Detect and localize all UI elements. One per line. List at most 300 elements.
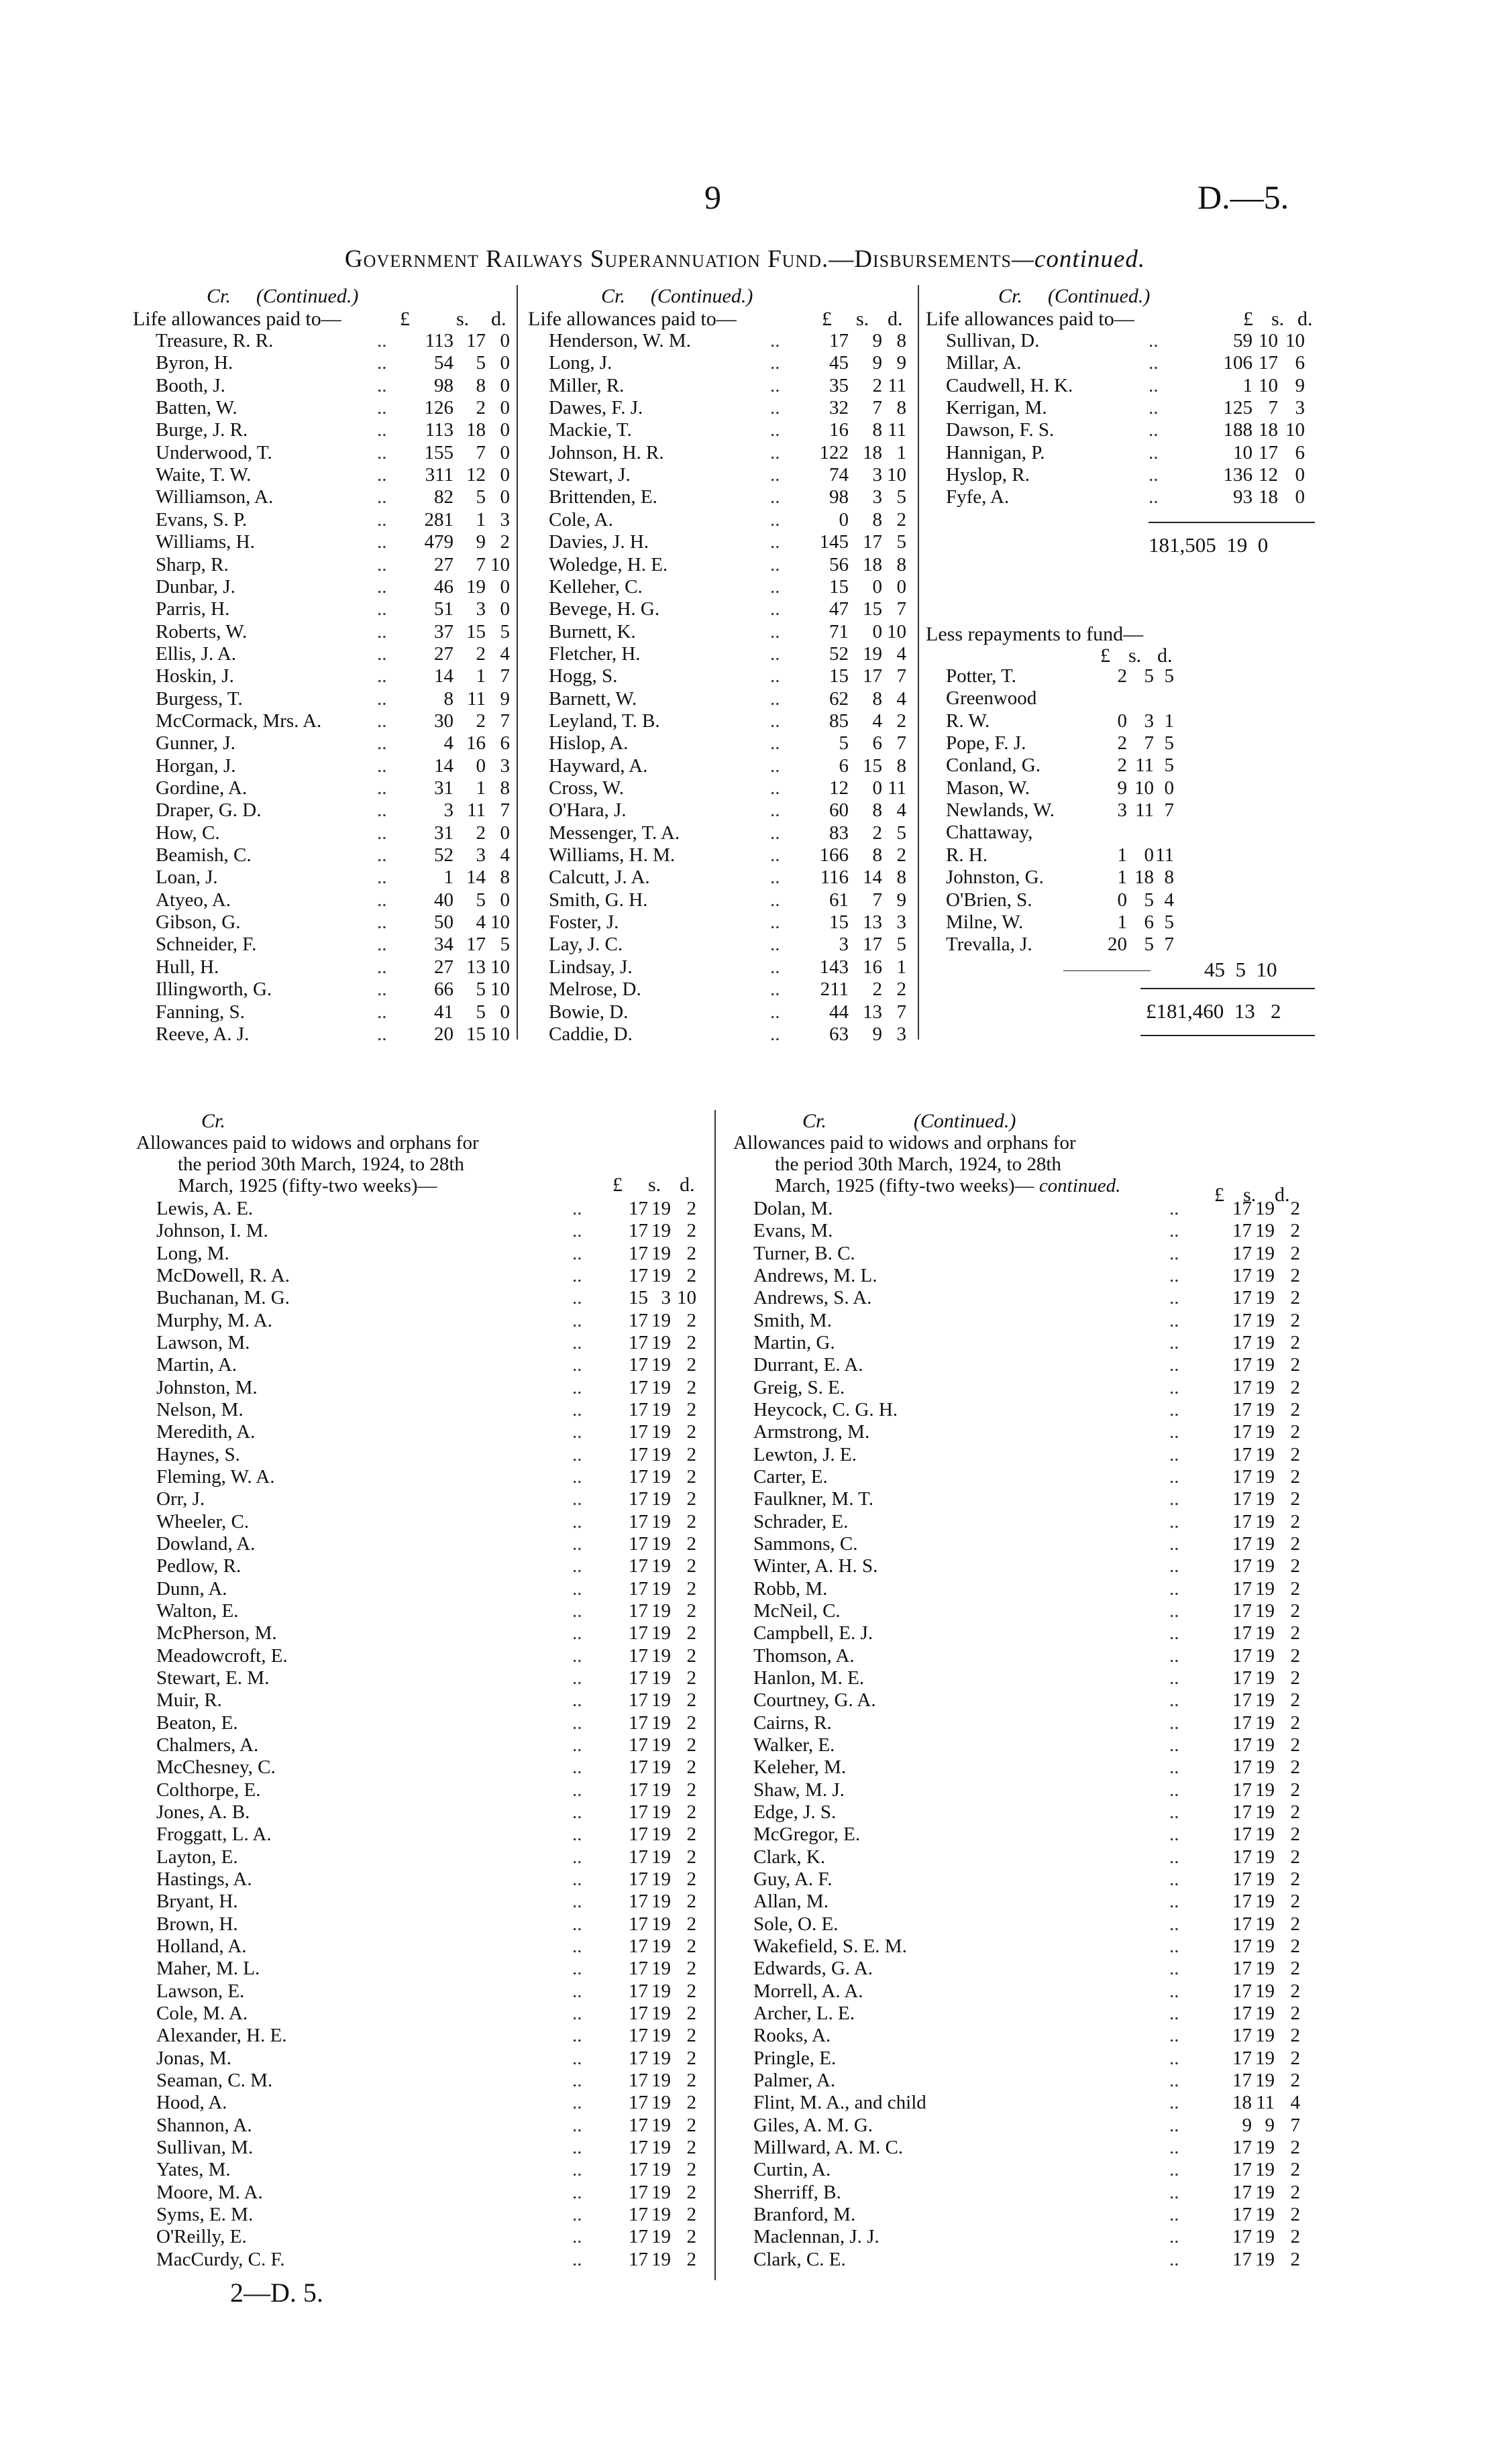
column-rule-1	[517, 285, 518, 1040]
widow-allowance-row-pounds: 17	[1232, 1689, 1252, 1712]
widow-allowance-row-pounds: 17	[629, 2025, 648, 2047]
life-allowance-row	[156, 823, 511, 843]
widow-allowance-row-shillings: 19	[1255, 1935, 1275, 1957]
widow-allowance-row	[156, 1512, 696, 1532]
widow-allowance-row-pounds: 17	[1232, 1600, 1252, 1622]
widow-allowance-row	[156, 2092, 696, 2113]
widow-allowance-row-pounds: 17	[629, 1465, 648, 1488]
widow-allowance-row-pence: 2	[686, 1555, 696, 1577]
widow-allowance-row	[753, 1981, 1300, 2001]
repayment-row-pounds: 20	[1108, 934, 1127, 956]
widow-allowance-row-shillings: 19	[651, 1935, 671, 1957]
widow-allowance-row-pence: 2	[1290, 1331, 1300, 1353]
life-allowance-row	[156, 1002, 511, 1022]
life-allowance-row-name: How, C.	[156, 822, 220, 844]
widow-allowance-row-name: Curtin, A.	[753, 2159, 831, 2181]
repayment-row-pence: 5	[1164, 911, 1174, 933]
life-allowance-row-pounds: 14	[434, 754, 454, 777]
widow-allowance-row-name: Yates, M.	[156, 2159, 231, 2181]
life-allowance-row-pence: 11	[888, 777, 906, 799]
repayment-row-name: Johnston, G.	[946, 866, 1044, 889]
widow-allowance-row-shillings: 11	[1256, 2092, 1275, 2114]
widow-allowance-row-pence: 2	[686, 1242, 696, 1264]
widow-allowance-row-pence: 2	[686, 2025, 696, 2047]
widow-allowance-row-pence: 2	[1290, 2047, 1300, 2069]
leader-dots: ..	[572, 2181, 582, 2203]
widow-allowance-row-name: Chalmers, A.	[156, 1734, 259, 1756]
widow-allowance-row-pence: 2	[686, 1600, 696, 1622]
repayment-row	[946, 890, 1174, 910]
widow-allowance-row-name: Maclennan, J. J.	[753, 2226, 880, 2248]
life-allowance-row-pence: 3	[500, 754, 510, 777]
widow-allowance-row-pounds: 17	[629, 1510, 648, 1532]
widow-allowance-row-pence: 2	[686, 1465, 696, 1488]
life-allowance-row	[549, 912, 908, 932]
life-allowance-row-shillings: 3	[872, 464, 882, 486]
life-allowance-row-name: Sullivan, D.	[946, 330, 1040, 351]
widow-allowance-row-pence: 2	[1290, 1421, 1300, 1443]
widow-allowance-row-name: Nelson, M.	[156, 1398, 244, 1420]
life-allowance-row-shillings: 18	[863, 441, 882, 463]
widow-allowance-row	[156, 2160, 696, 2180]
widow-allowance-row-shillings: 19	[651, 1242, 671, 1264]
widow-allowance-row-shillings: 19	[651, 1555, 671, 1577]
widow-allowance-row-name: Bryant, H.	[156, 1891, 238, 1913]
life-allowance-row-pounds: 40	[434, 889, 454, 911]
widow-allowance-row-pounds: 17	[629, 1712, 648, 1734]
life-allowance-row-shillings: 11	[467, 687, 486, 710]
widow-allowance-row-shillings: 19	[1255, 2181, 1275, 2203]
widow-allowance-row	[156, 1646, 696, 1666]
widow-allowance-row-pence: 2	[1290, 2159, 1300, 2181]
leader-dots: ..	[1149, 374, 1159, 396]
leader-dots: ..	[377, 419, 387, 441]
widow-allowance-row-name: Sullivan, M.	[156, 2136, 254, 2158]
widow-allowance-row-pounds: 17	[1232, 2047, 1252, 2069]
widow-allowance-row-pence: 2	[686, 1510, 696, 1532]
life-allowance-row-shillings: 10	[1259, 330, 1278, 351]
widow-allowance-row	[156, 2070, 696, 2090]
repayment-row-shillings: 5	[1144, 665, 1154, 687]
life-allowance-row-name: Loan, J.	[156, 866, 218, 889]
leader-dots: ..	[1169, 1779, 1179, 1801]
leader-dots: ..	[1169, 1756, 1179, 1779]
widow-allowance-row-pence: 2	[1290, 1868, 1300, 1890]
life-allowance-row	[946, 376, 1305, 396]
widow-allowance-row-pence: 2	[686, 1779, 696, 1801]
repayment-row-shillings: 6	[1144, 911, 1154, 933]
leader-dots: ..	[770, 374, 780, 396]
life-allowance-row	[549, 711, 908, 731]
leader-dots: ..	[770, 822, 780, 844]
widow-allowance-row-pounds: 17	[629, 1532, 648, 1555]
leader-dots: ..	[572, 1331, 582, 1353]
life-allowance-row-pounds: 27	[434, 642, 454, 665]
life-allowance-row-pence: 10	[490, 956, 510, 978]
life-allowance-row-shillings: 15	[863, 598, 882, 620]
widow-allowance-row-name: Johnson, I. M.	[156, 1220, 268, 1242]
widows-heading-left: Allowances paid to widows and orphans for the period 30th March, 1924, to 28th March, 1925 (fifty-two weeks)—	[136, 1132, 479, 1196]
widow-allowance-row	[156, 1534, 696, 1554]
leader-dots: ..	[1169, 2203, 1179, 2225]
life-allowance-row-pounds: 479	[424, 531, 454, 553]
leader-dots: ..	[770, 732, 780, 754]
life-allowance-row-name: Williams, H.	[156, 531, 255, 553]
widow-allowance-row-name: Pedlow, R.	[156, 1555, 242, 1577]
widow-allowance-row-pence: 2	[686, 1264, 696, 1286]
life-allowance-row	[549, 1002, 908, 1022]
leader-dots: ..	[572, 1756, 582, 1779]
widow-allowance-row-pounds: 17	[1232, 2203, 1252, 2225]
widow-allowance-row-name: Martin, G.	[753, 1331, 835, 1353]
leader-dots: ..	[1169, 1980, 1179, 2002]
widow-allowance-row-pence: 2	[1290, 1801, 1300, 1823]
leader-dots: ..	[1169, 2159, 1179, 2181]
leader-dots: ..	[770, 330, 780, 351]
widow-allowance-row	[753, 1579, 1300, 1599]
life-allowance-row	[156, 845, 511, 865]
widow-allowance-row-pounds: 17	[629, 1980, 648, 2002]
life-allowance-row-pounds: 15	[829, 665, 849, 687]
life-allowance-row-shillings: 18	[863, 553, 882, 575]
life-allowance-row-pence: 10	[490, 553, 510, 575]
widow-allowance-row-name: Shannon, A.	[156, 2114, 252, 2136]
widow-allowance-row	[156, 1556, 696, 1576]
leader-dots: ..	[1169, 2248, 1179, 2270]
life-allowance-row	[156, 510, 511, 530]
widow-allowance-row-name: McGregor, E.	[753, 1824, 861, 1846]
widow-allowance-row-pence: 2	[1290, 1510, 1300, 1532]
widow-allowance-row-name: Cole, M. A.	[156, 2002, 248, 2024]
life-allowance-row	[549, 331, 908, 351]
life-allowance-row-name: Gordine, A.	[156, 777, 248, 799]
widow-allowance-row	[753, 1243, 1300, 1264]
life-allowance-row-shillings: 6	[872, 732, 882, 754]
widow-allowance-row-pence: 2	[1290, 1398, 1300, 1420]
life-allowance-row-shillings: 5	[476, 1001, 486, 1023]
widow-allowance-row-pounds: 17	[1232, 1622, 1252, 1644]
title-separator: —	[829, 245, 855, 273]
leader-dots: ..	[770, 799, 780, 822]
life-allowance-row-pounds: 311	[425, 464, 454, 486]
life-allowance-row-name: Hayward, A.	[549, 754, 648, 777]
life-allowance-row-pence: 10	[887, 464, 906, 486]
widow-allowance-row-pence: 2	[686, 1443, 696, 1465]
life-allowance-row-shillings: 9	[872, 352, 882, 374]
widow-allowance-row-pounds: 17	[629, 1264, 648, 1286]
life-allowance-row	[156, 376, 511, 396]
widow-allowance-row-pence: 2	[1290, 1734, 1300, 1756]
widow-allowance-row-name: Evans, M.	[753, 1220, 833, 1242]
widow-allowance-row-pounds: 17	[629, 1622, 648, 1644]
leader-dots: ..	[572, 2226, 582, 2248]
repayment-row-pence: 7	[1164, 934, 1174, 956]
life-allowance-row-shillings: 5	[476, 352, 486, 374]
title-fund: Government Railways Superannuation Fund.	[344, 245, 829, 273]
widow-allowance-row-name: Lawson, E.	[156, 1980, 245, 2002]
widow-allowance-row	[753, 2092, 1300, 2113]
leader-dots: ..	[1169, 1644, 1179, 1667]
life-allowance-row-pounds: 27	[434, 956, 454, 978]
widow-allowance-row-pence: 2	[686, 1958, 696, 1980]
widow-allowance-row-name: Walker, E.	[753, 1734, 835, 1756]
widow-allowance-row-pounds: 17	[1232, 1958, 1252, 1980]
widow-allowance-row-pence: 2	[1290, 1287, 1300, 1309]
widow-allowance-row-pence: 2	[1290, 1779, 1300, 1801]
widow-allowance-row-shillings: 19	[1255, 2203, 1275, 2225]
life-allowance-row-shillings: 13	[863, 911, 882, 934]
widow-allowance-row-pounds: 17	[1232, 1331, 1252, 1353]
life-allowance-row	[549, 756, 908, 776]
repayment-row	[946, 733, 1174, 753]
leader-dots: ..	[1169, 1555, 1179, 1577]
leader-dots: ..	[1169, 2114, 1179, 2136]
widow-allowance-row-name: Faulkner, M. T.	[753, 1488, 873, 1510]
leader-dots: ..	[377, 866, 387, 889]
life-allowance-row-shillings: 0	[872, 777, 882, 799]
leader-dots: ..	[1169, 2069, 1179, 2091]
life-allowance-row	[549, 823, 908, 843]
life-allowance-row-shillings: 4	[872, 710, 882, 732]
widow-allowance-row-pence: 2	[1290, 1824, 1300, 1846]
life-allowance-row-name: McCormack, Mrs. A.	[156, 710, 322, 732]
widow-allowance-row	[156, 1310, 696, 1331]
life-allowance-row-shillings: 14	[863, 866, 882, 889]
widow-allowance-row-pounds: 17	[1232, 1891, 1252, 1913]
life-allowance-row-pounds: 60	[829, 799, 849, 822]
widow-allowance-row-name: Millward, A. M. C.	[753, 2136, 904, 2158]
widow-allowance-row-pounds: 17	[629, 1801, 648, 1823]
life-allowance-row-name: Roberts, W.	[156, 620, 248, 642]
widow-allowance-row-pounds: 17	[629, 1354, 648, 1376]
widow-allowance-row-pence: 2	[686, 1891, 696, 1913]
leader-dots: ..	[1169, 2025, 1179, 2047]
widow-allowance-row-name: Dunn, A.	[156, 1577, 227, 1600]
page-number: 9	[704, 178, 721, 216]
life-allowance-row-name: Miller, R.	[549, 374, 625, 396]
leader-dots: ..	[1169, 2181, 1179, 2203]
widow-allowance-row	[753, 1869, 1300, 1889]
life-allowance-row	[156, 465, 511, 485]
life-allowance-row	[156, 1024, 511, 1044]
leader-dots: ..	[1169, 1488, 1179, 1510]
leader-dots: ..	[572, 1958, 582, 1980]
widow-allowance-row-shillings: 19	[651, 1421, 671, 1443]
widow-allowance-row	[753, 1310, 1300, 1331]
widow-allowance-row-name: Lewton, J. E.	[753, 1443, 857, 1465]
widow-allowance-row-pounds: 17	[1232, 2025, 1252, 2047]
leader-dots: ..	[770, 575, 780, 598]
widow-allowance-row	[156, 1780, 696, 1800]
life-allowance-row-shillings: 17	[863, 665, 882, 687]
widow-allowance-row	[753, 1512, 1300, 1532]
widow-allowance-row-name: Clark, K.	[753, 1846, 826, 1868]
life-allowance-row-name: Byron, H.	[156, 352, 233, 374]
widow-allowance-row-pence: 2	[686, 1421, 696, 1443]
widow-allowance-row-shillings: 19	[1255, 1891, 1275, 1913]
life-allowance-row-shillings: 10	[1259, 374, 1278, 396]
leader-dots: ..	[572, 1734, 582, 1756]
life-allowance-row-name: Treasure, R. R.	[156, 330, 274, 351]
life-allowance-row-pence: 2	[896, 844, 906, 866]
life-allowance-row-shillings: 2	[476, 642, 486, 665]
leader-dots: ..	[1149, 419, 1159, 441]
life-allowance-row-pounds: 145	[819, 531, 849, 553]
leader-dots: ..	[377, 732, 387, 754]
widow-allowance-row-pounds: 17	[629, 1958, 648, 1980]
widow-allowance-row-name: Turner, B. C.	[753, 1242, 855, 1264]
widow-allowance-row-pounds: 17	[629, 1198, 648, 1219]
widow-allowance-row-pounds: 17	[629, 1443, 648, 1465]
leader-dots: ..	[1169, 1376, 1179, 1398]
life-allowance-row-pounds: 16	[829, 419, 849, 441]
leader-dots: ..	[572, 2248, 582, 2270]
widow-allowance-row-shillings: 19	[1255, 1443, 1275, 1465]
life-allowance-row-pence: 10	[1285, 419, 1305, 441]
widow-allowance-row-pence: 2	[686, 1644, 696, 1667]
widow-allowance-row	[753, 1824, 1300, 1844]
life-allowance-row	[946, 420, 1305, 440]
life-allowance-row-name: Parris, H.	[156, 598, 230, 620]
leader-dots: ..	[572, 2025, 582, 2047]
life-allowance-row	[549, 733, 908, 753]
widow-allowance-row-shillings: 9	[1265, 2114, 1275, 2136]
widow-allowance-row-pounds: 17	[1232, 1220, 1252, 1242]
widow-allowance-row-name: Courtney, G. A.	[753, 1689, 876, 1712]
life-allowance-row	[549, 1024, 908, 1044]
leader-dots: ..	[572, 1443, 582, 1465]
widow-allowance-row-pounds: 17	[1232, 1824, 1252, 1846]
widow-allowance-row-pounds: 17	[629, 1756, 648, 1779]
life-allowance-row	[549, 622, 908, 642]
leader-dots: ..	[1149, 441, 1159, 463]
widow-allowance-row-pence: 2	[686, 1846, 696, 1868]
widow-allowance-row-name: Jonas, M.	[156, 2047, 231, 2069]
widow-allowance-row-pence: 2	[1290, 2002, 1300, 2024]
life-allowance-row-pence: 0	[500, 352, 510, 374]
life-allowance-row-pence: 0	[500, 464, 510, 486]
leader-dots: ..	[1169, 1264, 1179, 1286]
widow-allowance-row	[156, 2204, 696, 2225]
cr-label-3: Cr. (Continued.)	[998, 285, 1151, 307]
life-allowance-row-pounds: 52	[434, 844, 454, 866]
leader-dots: ..	[572, 1577, 582, 1600]
widow-allowance-row-pence: 2	[686, 1712, 696, 1734]
widow-allowance-row-shillings: 19	[1255, 1198, 1275, 1219]
widow-allowance-row-name: Dowland, A.	[156, 1532, 256, 1555]
widow-allowance-row-pounds: 17	[629, 1644, 648, 1667]
life-allowance-row-shillings: 5	[476, 486, 486, 508]
widow-allowance-row-pence: 2	[686, 2002, 696, 2024]
leader-dots: ..	[572, 2114, 582, 2136]
widow-allowance-row-pounds: 17	[1232, 2226, 1252, 2248]
life-allowance-row-pounds: 15	[829, 911, 849, 934]
widow-allowance-row	[156, 1579, 696, 1599]
life-allowance-row-name: Gibson, G.	[156, 911, 241, 934]
widow-allowance-row-pounds: 17	[629, 1331, 648, 1353]
leader-dots: ..	[572, 2203, 582, 2225]
widow-allowance-row-pounds: 17	[1232, 1913, 1252, 1935]
widow-allowance-row-pounds: 17	[629, 1309, 648, 1331]
widow-allowance-row-pence: 2	[686, 1868, 696, 1890]
widow-allowance-row	[156, 1467, 696, 1487]
life-allowance-row-name: Hogg, S.	[549, 665, 618, 687]
widow-allowance-row-name: Hastings, A.	[156, 1868, 252, 1890]
life-allowance-row	[549, 800, 908, 820]
widow-allowance-row	[156, 2227, 696, 2247]
widow-allowance-row-name: Shaw, M. J.	[753, 1779, 845, 1801]
life-allowance-row-pence: 0	[500, 575, 510, 598]
widow-allowance-row-pence: 2	[1290, 1689, 1300, 1712]
widow-allowance-row-name: Syms, E. M.	[156, 2203, 254, 2225]
widow-allowance-row-pounds: 17	[629, 2181, 648, 2203]
life-allowance-row-shillings: 3	[872, 486, 882, 508]
widow-allowance-row-pence: 2	[1290, 1309, 1300, 1331]
leader-dots: ..	[572, 1220, 582, 1242]
widow-allowance-row-pounds: 17	[629, 1600, 648, 1622]
life-allowance-row-shillings: 7	[872, 889, 882, 911]
leader-dots: ..	[770, 531, 780, 553]
widow-allowance-row	[156, 1445, 696, 1465]
life-allowance-row-pence: 3	[1295, 397, 1305, 419]
widow-allowance-row-name: Long, M.	[156, 1242, 229, 1264]
widow-allowance-row-shillings: 19	[1255, 1734, 1275, 1756]
life-allowance-row-shillings: 8	[872, 799, 882, 822]
repayment-row	[946, 711, 1174, 731]
leader-dots: ..	[1169, 1958, 1179, 1980]
widow-allowance-row-pence: 2	[1290, 1958, 1300, 1980]
life-allowance-row-pence: 3	[896, 1023, 906, 1045]
life-allowance-row	[549, 398, 908, 418]
life-allowance-row-pounds: 63	[829, 1023, 849, 1045]
widow-allowance-row-pence: 2	[686, 2136, 696, 2158]
life-allowance-row-pounds: 56	[829, 553, 849, 575]
widow-allowance-row	[753, 1333, 1300, 1353]
widow-allowance-row-name: Murphy, M. A.	[156, 1309, 272, 1331]
leader-dots: ..	[1169, 2002, 1179, 2024]
repayment-row	[946, 778, 1174, 798]
widow-allowance-row	[156, 1221, 696, 1241]
life-allowance-row-shillings: 11	[467, 799, 486, 822]
life-allowance-row-pence: 0	[500, 889, 510, 911]
widow-allowance-row-pounds: 17	[629, 1667, 648, 1689]
life-allowance-row-pence: 5	[896, 486, 906, 508]
widow-allowance-row-name: Buchanan, M. G.	[156, 1287, 290, 1309]
widow-allowance-row-pence: 2	[686, 2248, 696, 2270]
life-allowance-row-pounds: 31	[434, 822, 454, 844]
life-allowance-row-shillings: 13	[466, 956, 486, 978]
widow-allowance-row-shillings: 19	[1255, 2226, 1275, 2248]
widow-allowance-row-shillings: 19	[651, 1354, 671, 1376]
repayment-row	[946, 666, 1174, 686]
widow-allowance-row	[753, 1445, 1300, 1465]
life-allowance-row	[549, 934, 908, 954]
widow-allowance-row-pounds: 17	[1232, 1667, 1252, 1689]
leader-dots: ..	[377, 531, 387, 553]
widow-allowance-row-name: Seaman, C. M.	[156, 2069, 273, 2091]
life-allowance-row-shillings: 8	[872, 687, 882, 710]
leader-dots: ..	[377, 374, 387, 396]
widow-allowance-row	[156, 1668, 696, 1688]
repayment-row-pence: 7	[1164, 799, 1174, 822]
repayment-row-pounds: 2	[1117, 754, 1127, 777]
widow-allowance-row-shillings: 19	[1255, 1958, 1275, 1980]
leader-dots: ..	[1169, 1421, 1179, 1443]
widow-allowance-row-pence: 2	[1290, 2203, 1300, 2225]
widow-allowance-row-name: Layton, E.	[156, 1846, 238, 1868]
life-allowance-row-name: Horgan, J.	[156, 754, 236, 777]
leader-dots: ..	[377, 486, 387, 508]
